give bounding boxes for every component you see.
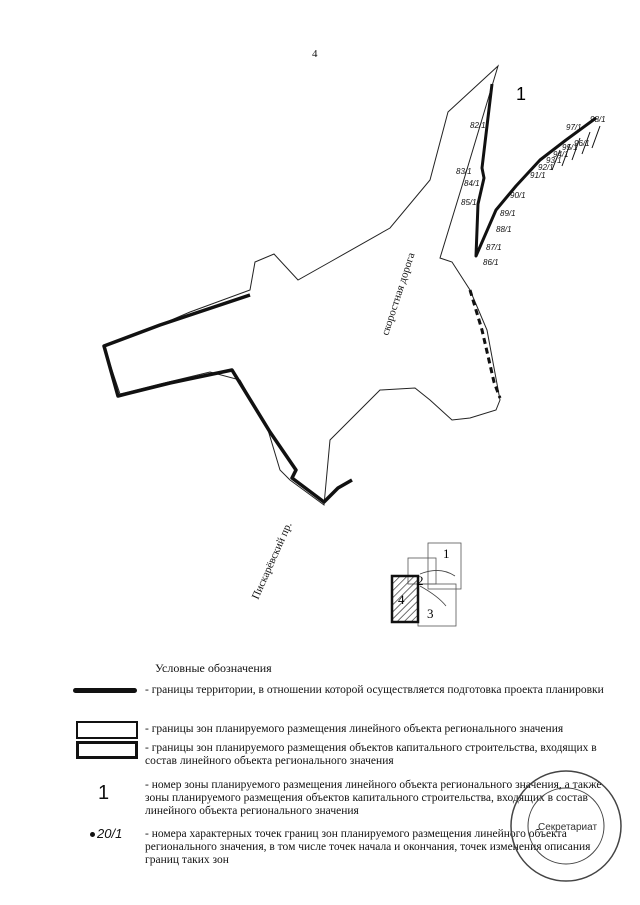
key-map-zone-3	[418, 584, 456, 626]
legend-symbol-linear-zone	[76, 721, 138, 739]
point-label: 98/1	[590, 115, 606, 124]
point-label: 89/1	[500, 209, 516, 218]
legend-symbol-point-label: 20/1	[97, 826, 123, 841]
legend-text-territory-boundary: - границы территории, в отношении которой осуществляется подготовка проекта планировки	[145, 684, 604, 696]
legend-text-linear-zone: - границы зон планируемого размещения линейного объекта регионального значения	[145, 723, 564, 735]
legend-text-capital-zone: - границы зон планируемого размещения объектов капитального строительства, входящих в состав линейного объекта регионального значения	[145, 742, 597, 767]
key-map-inset	[392, 543, 461, 626]
point-label: 92/1	[538, 163, 554, 172]
official-stamp	[508, 768, 624, 884]
point-label: 91/1	[530, 171, 546, 180]
point-label: 93/1	[546, 156, 562, 165]
point-label: 85/1	[461, 198, 477, 207]
page-number: 4	[312, 48, 318, 60]
point-label: 86/1	[483, 258, 499, 267]
key-map-label-4: 4	[398, 592, 405, 607]
road-label-piskarevsky: Пискарёвский пр.	[249, 520, 295, 602]
territory-outline	[104, 66, 500, 505]
point-label: 88/1	[496, 225, 512, 234]
zone-boundary-thick-right	[470, 290, 500, 398]
point-label: 96/1	[574, 139, 590, 148]
point-label: 82/1	[470, 121, 486, 130]
point-label: 84/1	[464, 179, 480, 188]
road-label-expressway: скоростная дорога	[379, 251, 418, 337]
zone-number-1: 1	[516, 84, 527, 104]
stamp-text: Секретариат	[538, 822, 598, 833]
point-label: 90/1	[510, 191, 526, 200]
legend-symbol-capital-zone	[76, 741, 138, 759]
point-label: 83/1	[456, 167, 472, 176]
legend-symbol-point-number	[90, 826, 122, 841]
zone-1-boundary	[476, 84, 596, 256]
zone-boundary-thick	[104, 295, 352, 502]
point-label: 97/1	[566, 123, 582, 132]
legend-text-point-number: - номера характерных точек границ зон планируемого размещения линейного объекта регионального значения, в том числе точек начала и окончания, точек изменения описания границ таких зон	[145, 828, 591, 866]
point-dot-icon	[90, 832, 95, 837]
key-map-label-1: 1	[443, 546, 450, 561]
key-map-zone-4	[392, 576, 418, 622]
key-map-label-3: 3	[427, 606, 434, 621]
legend-symbol-territory-boundary	[73, 688, 137, 693]
legend-title: Условные обозначения	[155, 661, 272, 675]
key-map-label-2: 2	[417, 573, 424, 588]
point-label: 87/1	[486, 243, 502, 252]
point-label: 94/1	[553, 150, 569, 159]
point-label: 95/1	[562, 143, 578, 152]
legend-text-zone-number: - номер зоны планируемого размещения линейного объекта регионального значения, а также зоны планируемого размещения объектов капитального строительства, входящих в состав линейного объекта регионального значения	[145, 779, 602, 817]
legend-symbol-zone-number: 1	[98, 782, 110, 804]
